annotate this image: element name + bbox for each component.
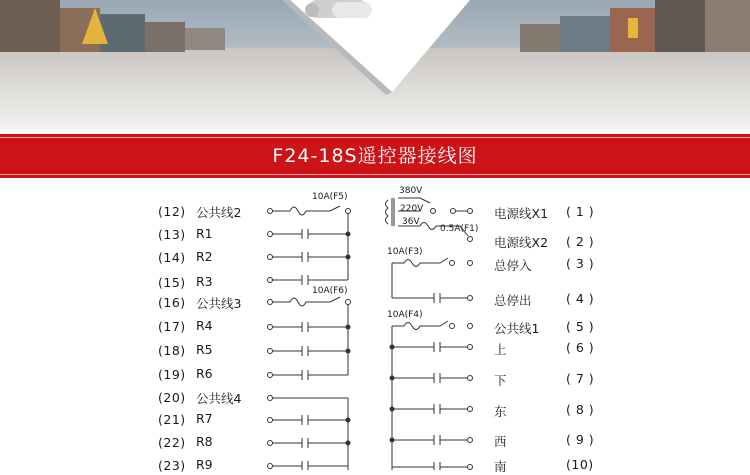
left-terminal-label: R2	[196, 249, 213, 264]
left-terminal-num: (15)	[158, 275, 186, 290]
right-terminal-label: 南	[494, 459, 507, 474]
right-terminal-num: ( 3 )	[566, 256, 595, 271]
right-terminal-label: 总停出	[494, 293, 532, 308]
right-terminal-label: 总停入	[494, 258, 532, 273]
right-terminal-num: ( 5 )	[566, 319, 595, 334]
fuse-f4-label: 10A(F4)	[387, 310, 423, 320]
right-terminal-num: ( 1 )	[566, 204, 595, 219]
diagram-title: F24-18S遥控器接线图	[272, 145, 478, 167]
wiring-diagram	[0, 178, 750, 474]
right-terminal-label: 西	[494, 434, 507, 449]
wiring-lines	[0, 178, 750, 470]
right-terminal-num: ( 8 )	[566, 402, 595, 417]
right-terminal-label: 公共线1	[494, 321, 540, 336]
left-terminal-num: (16)	[158, 295, 186, 310]
fuse-f6-label: 10A(F6)	[312, 286, 348, 296]
left-terminal-num: (14)	[158, 250, 186, 265]
left-terminal-label: R6	[196, 366, 213, 381]
left-terminal-label: R4	[196, 318, 213, 333]
left-terminal-label: R3	[196, 274, 213, 289]
left-terminal-label: 公共线4	[196, 391, 242, 406]
left-terminal-label: R5	[196, 342, 213, 357]
title-bar	[0, 134, 750, 178]
port-scene-graphic	[0, 0, 750, 130]
left-terminal-num: (12)	[158, 204, 186, 219]
left-group-f6	[268, 297, 351, 380]
left-terminal-label: R8	[196, 434, 213, 449]
voltage-380-label: 380V	[399, 186, 423, 196]
fuse-f1-label: 0.5A(F1)	[440, 224, 479, 234]
hero-photo	[0, 0, 750, 130]
left-group-4	[268, 396, 351, 471]
left-terminal-num: (21)	[158, 412, 186, 427]
right-terminal-num: ( 9 )	[566, 432, 595, 447]
left-terminal-num: (22)	[158, 435, 186, 450]
left-terminal-num: (20)	[158, 390, 186, 405]
voltage-220-label: 220V	[400, 204, 424, 214]
right-terminal-label: 上	[494, 342, 507, 357]
right-terminal-num: ( 7 )	[566, 371, 595, 386]
left-terminal-label: R7	[196, 411, 213, 426]
common1-circuit	[390, 321, 473, 470]
power-transformer	[386, 198, 473, 242]
fuse-f5-label: 10A(F5)	[312, 192, 348, 202]
left-terminal-num: (13)	[158, 227, 186, 242]
voltage-36-label: 36V	[402, 217, 420, 227]
left-terminal-label: R9	[196, 457, 213, 472]
left-terminal-label: 公共线2	[196, 205, 242, 220]
right-terminal-label: 东	[494, 404, 507, 419]
fuse-f3-label: 10A(F3)	[387, 247, 423, 257]
right-terminal-label: 下	[494, 373, 507, 388]
right-terminal-label: 电源线X2	[494, 235, 549, 250]
right-terminal-num: ( 6 )	[566, 340, 595, 355]
left-terminal-num: (17)	[158, 319, 186, 334]
right-terminal-num: (10)	[566, 457, 594, 472]
right-terminal-label: 电源线X1	[494, 206, 549, 221]
left-terminal-num: (19)	[158, 367, 186, 382]
right-terminal-num: ( 2 )	[566, 234, 595, 249]
left-terminal-label: R1	[196, 226, 213, 241]
left-group-f5	[268, 206, 351, 285]
stop-circuit	[392, 258, 473, 303]
right-terminal-num: ( 4 )	[566, 291, 595, 306]
left-terminal-label: 公共线3	[196, 296, 242, 311]
left-terminal-num: (23)	[158, 458, 186, 473]
left-terminal-num: (18)	[158, 343, 186, 358]
